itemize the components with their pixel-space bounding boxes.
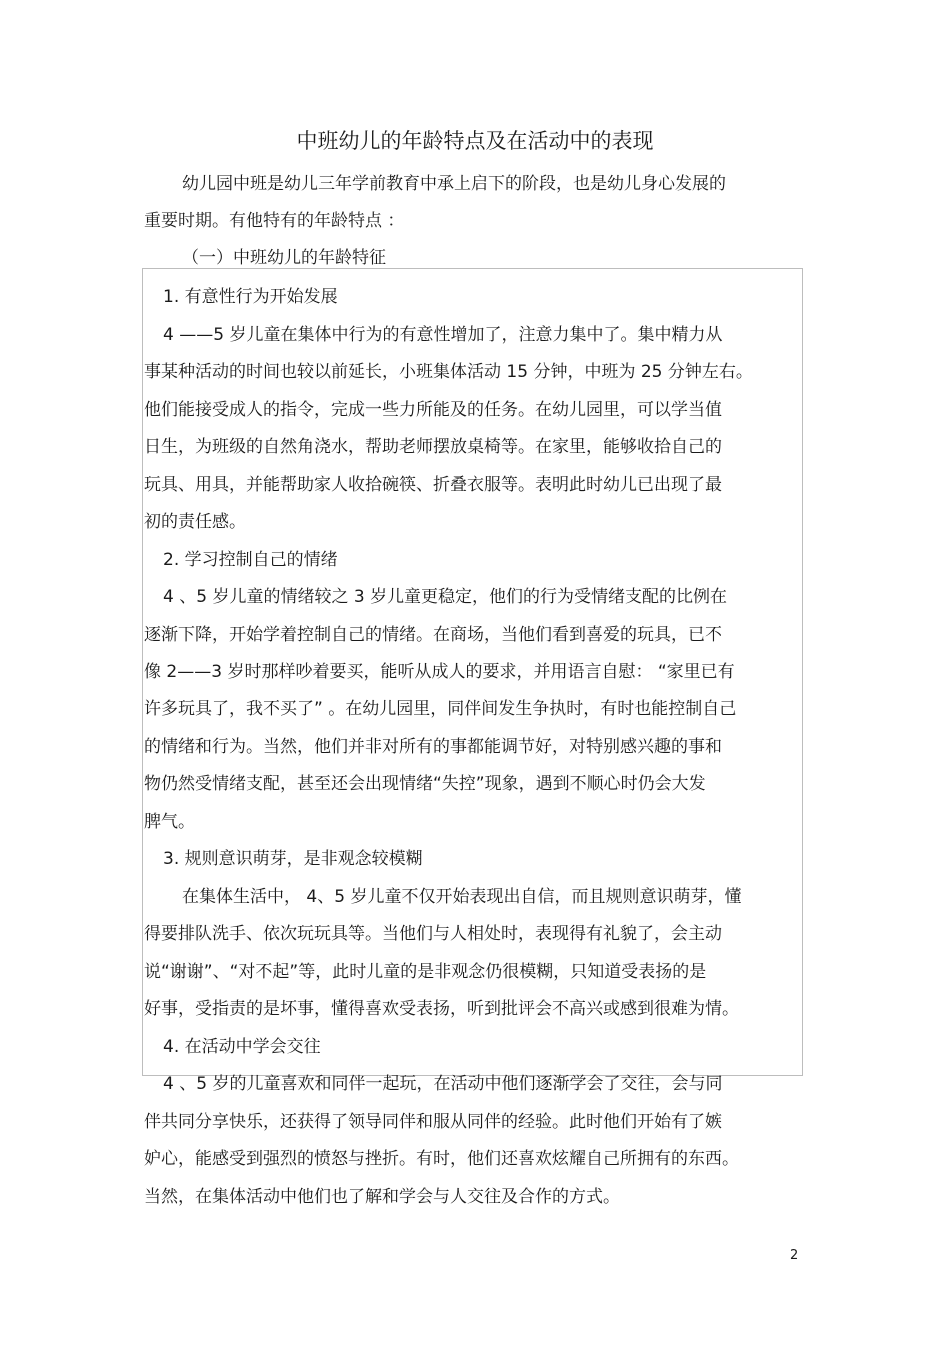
paragraph-line: 日生，为班级的自然角浇水，帮助老师摆放桌椅等。在家里，能够收拾自己的 — [144, 437, 722, 457]
paragraph-line: 逐渐下降，开始学着控制自己的情绪。在商场，当他们看到喜爱的玩具，已不 — [144, 625, 722, 645]
paragraph-line: 脾气。 — [144, 812, 195, 832]
paragraph-line: 许多玩具了，我不买了” 。在幼儿园里，同伴间发生争执时，有时也能控制自己 — [144, 699, 737, 719]
paragraph-line: 在集体生活中， 4、5 岁儿童不仅开始表现出自信，而且规则意识萌芽，懂 — [182, 887, 742, 907]
paragraph-line: 的情绪和行为。当然，他们并非对所有的事都能调节好，对特别感兴趣的事和 — [144, 737, 722, 757]
subsection-heading: 1. 有意性行为开始发展 — [163, 287, 338, 307]
document-title: 中班幼儿的年龄特点及在活动中的表现 — [296, 129, 654, 153]
paragraph-line: 初的责任感。 — [144, 512, 246, 532]
paragraph-line: 重要时期。有他特有的年龄特点 ： — [144, 211, 405, 231]
paragraph-line: 4 、5 岁的儿童喜欢和同伴一起玩，在活动中他们逐渐学会了交往，会与同 — [163, 1074, 723, 1094]
page-number: 2 — [790, 1248, 799, 1263]
paragraph-line: 他们能接受成人的指令，完成一些力所能及的任务。在幼儿园里，可以学当值 — [144, 400, 722, 420]
paragraph-line: 当然，在集体活动中他们也了解和学会与人交往及合作的方式。 — [144, 1187, 620, 1207]
subsection-heading: 4. 在活动中学会交往 — [163, 1037, 321, 1057]
paragraph-line: 玩具、用具，并能帮助家人收拾碗筷、折叠衣服等。表明此时幼儿已出现了最 — [144, 475, 722, 495]
paragraph-line: 妒心，能感受到强烈的愤怒与挫折。有时，他们还喜欢炫耀自己所拥有的东西。 — [144, 1149, 739, 1169]
paragraph-line: 好事，受指责的是坏事，懂得喜欢受表扬，听到批评会不高兴或感到很难为情。 — [144, 999, 739, 1019]
paragraph-line: 说“谢谢”、“对不起”等，此时儿童的是非观念仍很模糊，只知道受表扬的是 — [144, 962, 707, 982]
section-heading: （一）中班幼儿的年龄特征 — [182, 248, 386, 268]
paragraph-line: 物仍然受情绪支配，甚至还会出现情绪“失控”现象，遇到不顺心时仍会大发 — [144, 774, 706, 794]
paragraph-line: 幼儿园中班是幼儿三年学前教育中承上启下的阶段，也是幼儿身心发展的 — [182, 174, 726, 194]
subsection-heading: 3. 规则意识萌芽，是非观念较模糊 — [163, 849, 423, 869]
paragraph-line: 得要排队洗手、依次玩玩具等。当他们与人相处时，表现得有礼貌了，会主动 — [144, 924, 722, 944]
paragraph-line: 事某种活动的时间也较以前延长，小班集体活动 15 分钟，中班为 25 分钟左右。 — [144, 362, 753, 382]
paragraph-line: 伴共同分享快乐，还获得了领导同伴和服从同伴的经验。此时他们开始有了嫉 — [144, 1112, 722, 1132]
paragraph-line: 像 2——3 岁时那样吵着要买，能听从成人的要求，并用语言自慰： “家里已有 — [144, 662, 735, 682]
paragraph-line: 4 、5 岁儿童的情绪较之 3 岁儿童更稳定，他们的行为受情绪支配的比例在 — [163, 587, 728, 607]
paragraph-line: 4 ——5 岁儿童在集体中行为的有意性增加了，注意力集中了。集中精力从 — [163, 325, 723, 345]
subsection-heading: 2. 学习控制自己的情绪 — [163, 550, 338, 570]
